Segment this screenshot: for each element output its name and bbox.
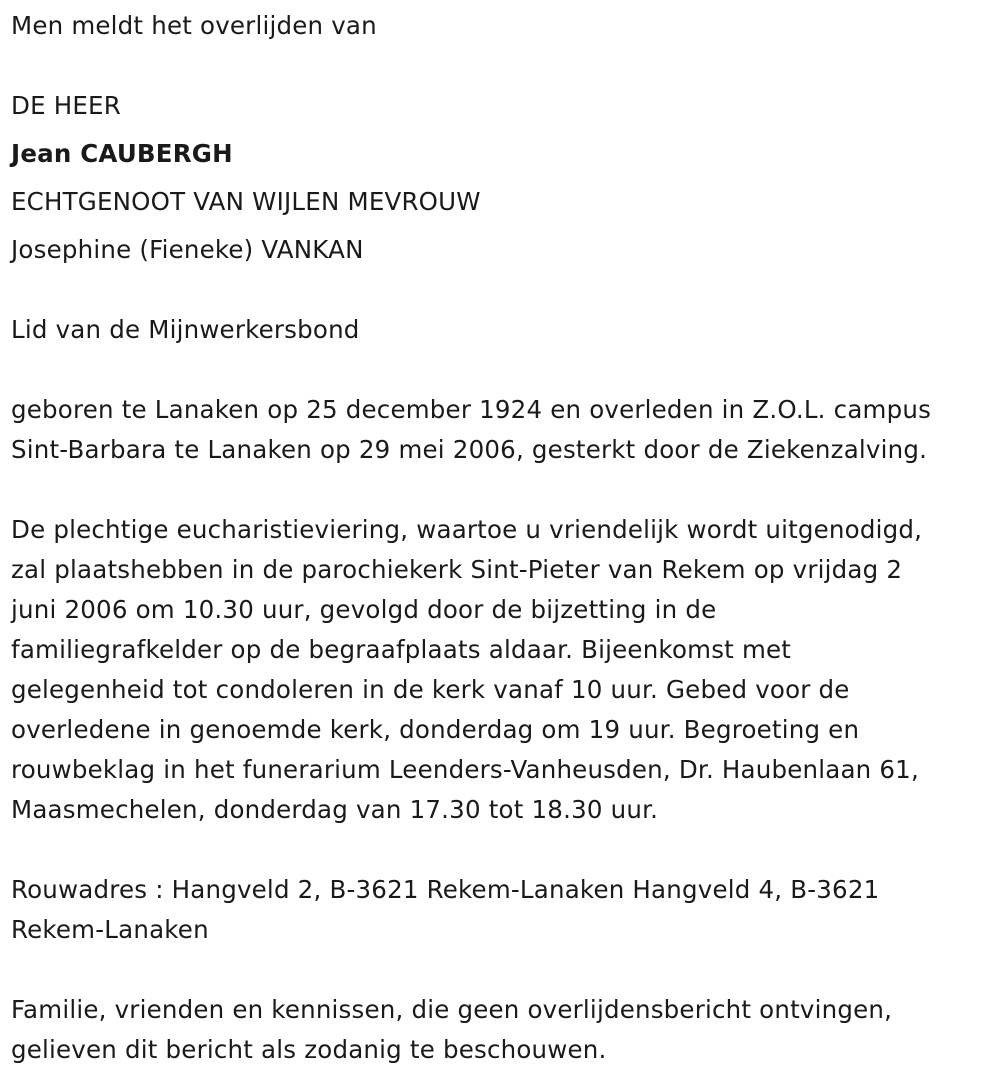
membership-text: Lid van de Mijnwerkersbond [11, 315, 360, 344]
intro-text: Men meldt het overlijden van [11, 11, 377, 40]
deceased-name: Jean CAUBERGH [11, 139, 233, 168]
honorific-title: DE HEER [11, 91, 121, 120]
address-line: Rouwadres : Hangveld 2, B-3621 Rekem-Lanaken Hangveld 4, B-3621 [11, 875, 880, 904]
ceremony-line: gelegenheid tot condoleren in de kerk vanaf 10 uur. Gebed voor de [11, 675, 850, 704]
ceremony-line: familiegrafkelder op de begraafplaats aldaar. Bijeenkomst met [11, 635, 792, 664]
relation-text: ECHTGENOOT VAN WIJLEN MEVROUW [11, 187, 481, 216]
birth-death-line: Sint-Barbara te Lanaken op 29 mei 2006, gesterkt door de Ziekenzalving. [11, 435, 928, 464]
spouse-name: Josephine (Fieneke) VANKAN [11, 235, 364, 264]
ceremony-line: overledene in genoemde kerk, donderdag om 19 uur. Begroeting en [11, 715, 860, 744]
ceremony-line: juni 2006 om 10.30 uur, gevolgd door de bijzetting in de [11, 595, 717, 624]
closing-line: Familie, vrienden en kennissen, die geen overlijdensbericht ontvingen, [11, 995, 893, 1024]
ceremony-line: zal plaatshebben in de parochiekerk Sint-Pieter van Rekem op vrijdag 2 [11, 555, 903, 584]
ceremony-line: De plechtige eucharistieviering, waartoe u vriendelijk wordt uitgenodigd, [11, 515, 923, 544]
closing-line: gelieven dit bericht als zodanig te beschouwen. [11, 1035, 607, 1064]
ceremony-line: rouwbeklag in het funerarium Leenders-Vanheusden, Dr. Haubenlaan 61, [11, 755, 919, 784]
birth-death-line: geboren te Lanaken op 25 december 1924 en overleden in Z.O.L. campus [11, 395, 932, 424]
address-line: Rekem-Lanaken [11, 915, 209, 944]
ceremony-line: Maasmechelen, donderdag van 17.30 tot 18.30 uur. [11, 795, 659, 824]
